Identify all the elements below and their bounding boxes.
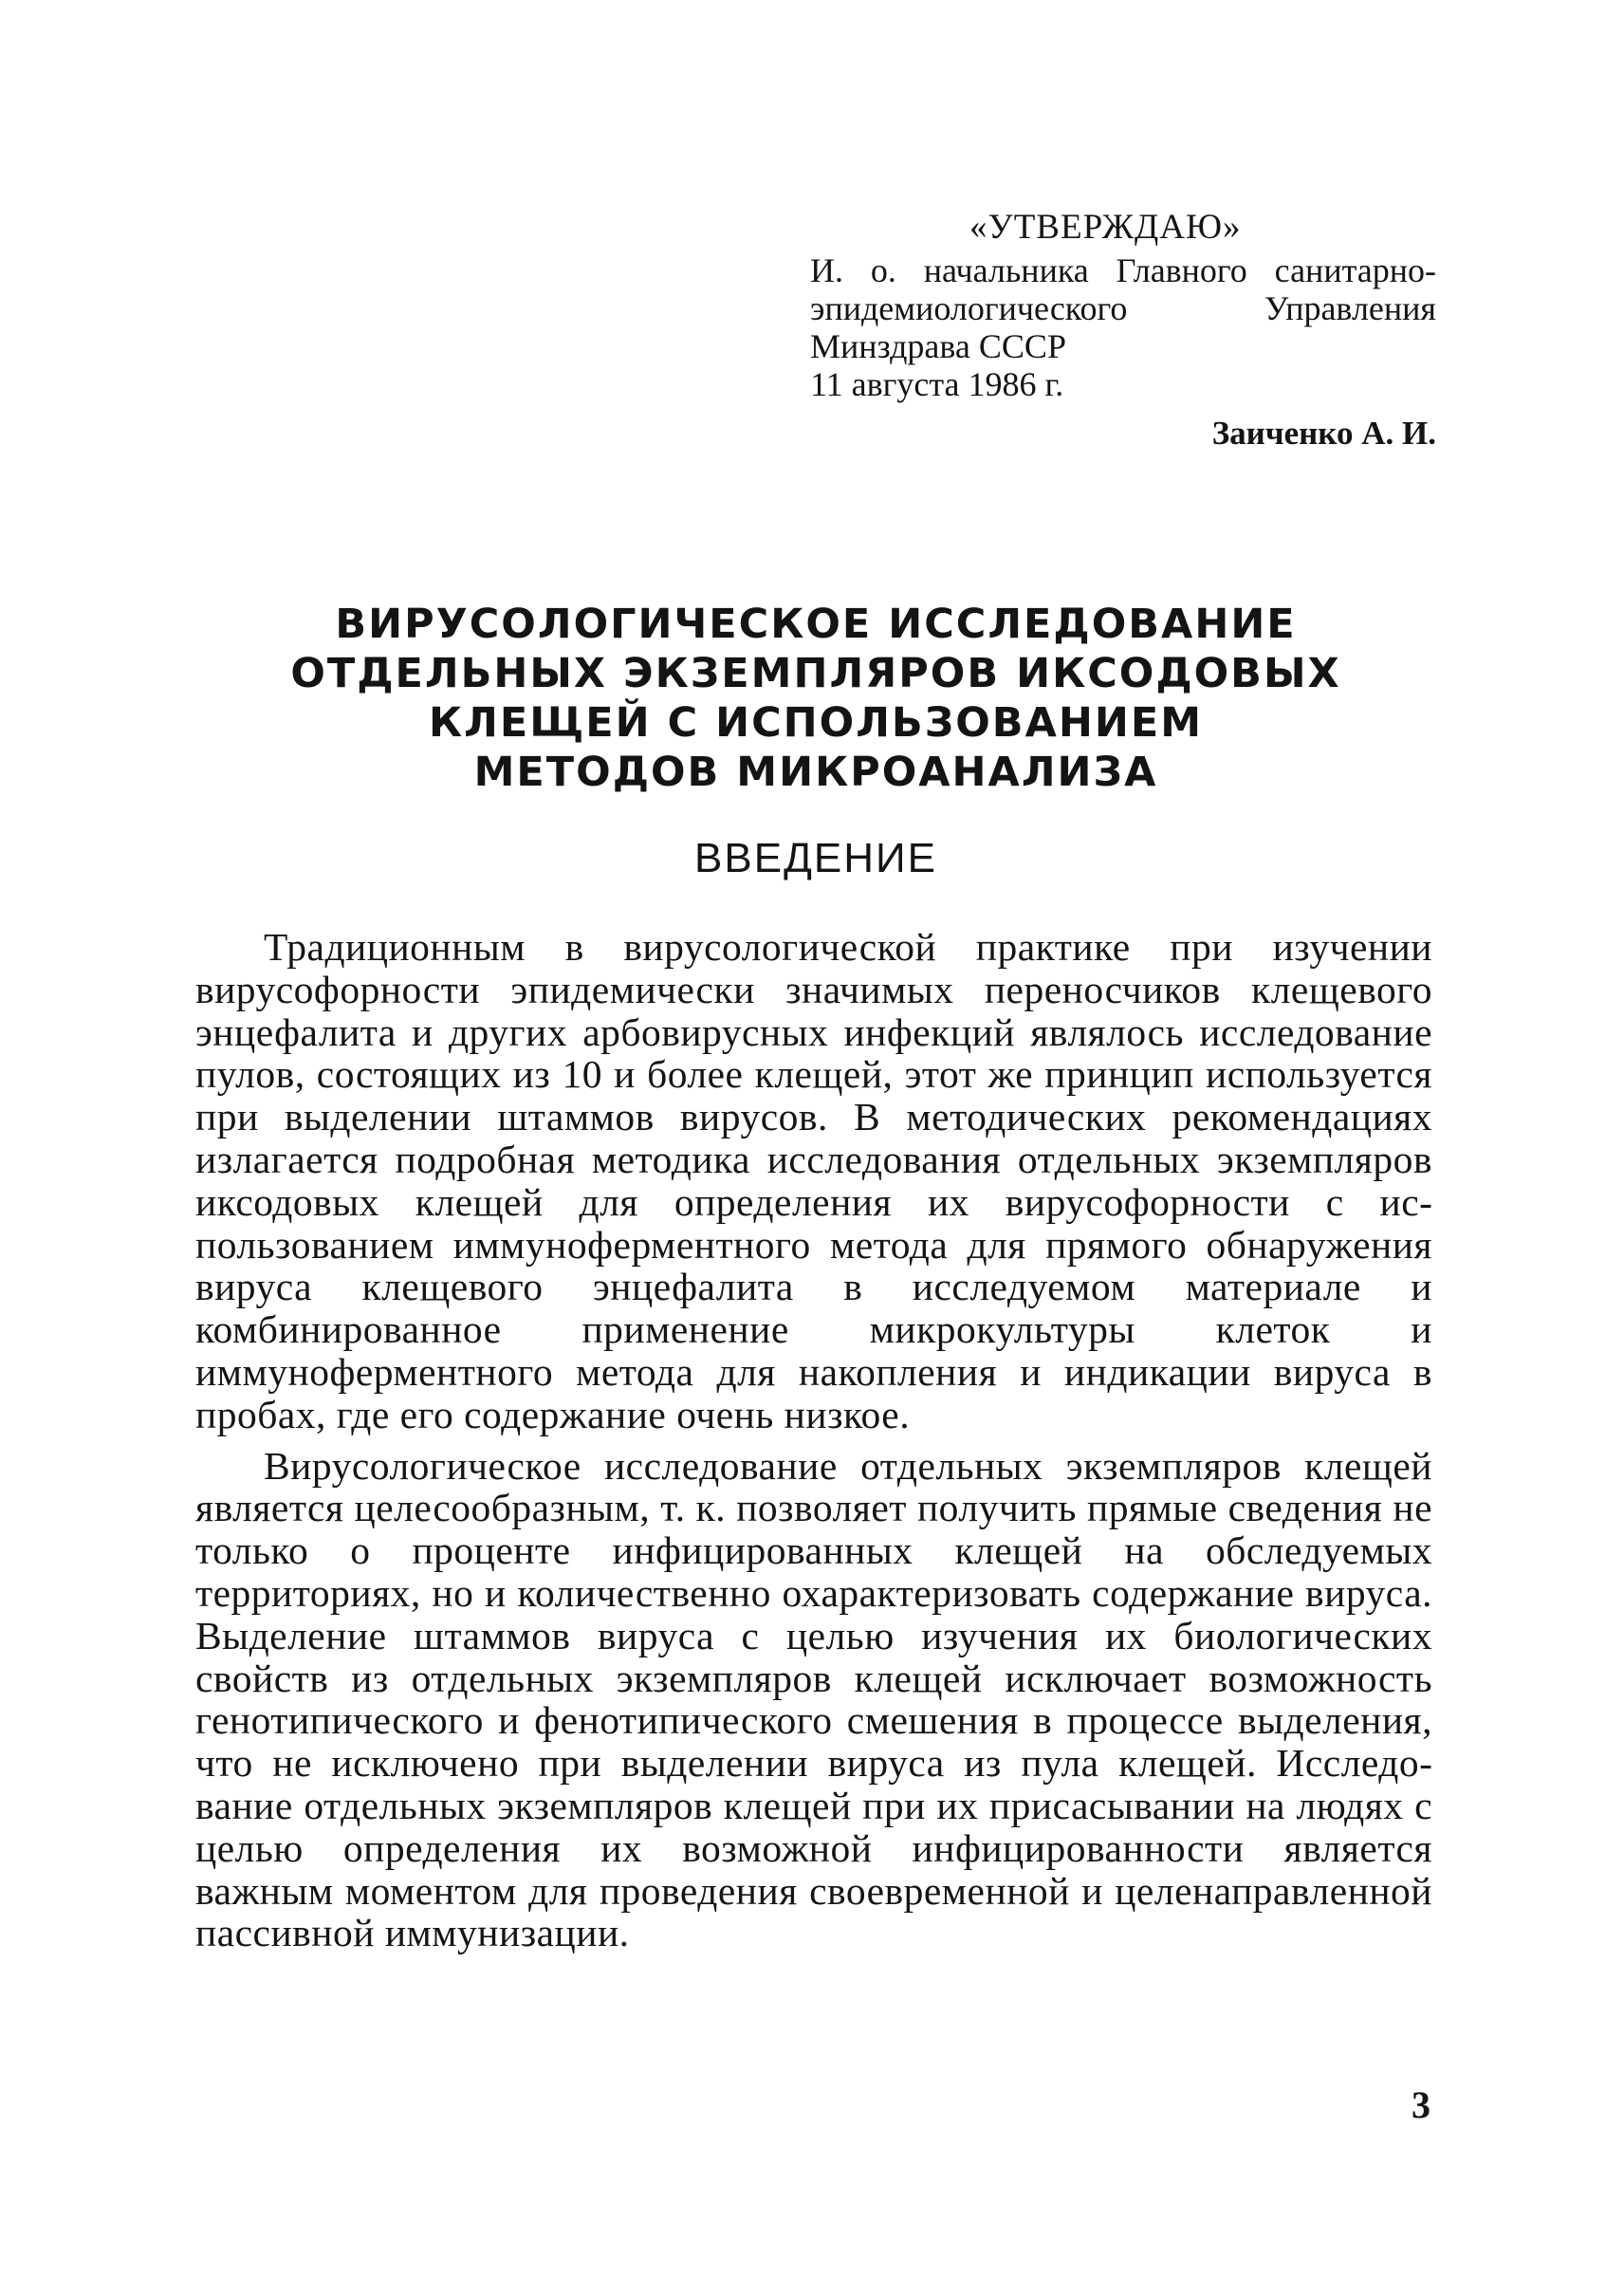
title-line: ОТДЕЛЬНЫХ ЭКЗЕМПЛЯРОВ ИКСОДОВЫХ [290,650,1341,697]
approval-heading: «УТВЕРЖДАЮ» [969,208,1242,247]
title-line: МЕТОДОВ МИКРОАНАЛИЗА [473,749,1158,796]
approval-block [810,207,1436,453]
paragraph-rationale: Вирусологическое исследование отдельных экземпляров клещей является целесообразным, т. к. позволяет получить прямые сведения не только о проценте инфицированных клещей на обследуемых территориях, но и количественно охарактеризовать содержание вируса. Выделение штаммов вируса с целью изучения их биологических свойств из отдельных экземпляров клещей исключает возможность генотипического и фенотипического смешения в процессе выделения, что не исключено при выделении вируса из пула клещей. Исследование отдельных экземпляров клещей при их присасывании на людях с целью определения их возможной инфицированности является важным моментом для проведения своевременной и целенаправленной пассивной иммунизации. [195,1443,1432,1955]
approval-date: 11 августа 1986 г. [810,365,1064,403]
title-line: КЛЕЩЕЙ С ИСПОЛЬЗОВАНИЕМ [429,699,1203,747]
document-title [285,600,1347,797]
page-number: 3 [1412,2083,1430,2126]
title-line: ВИРУСОЛОГИЧЕСКОЕ ИССЛЕДОВАНИЕ [335,601,1297,648]
paragraph-intro: Традиционным в вирусологической практике при изучении вирусофорности эпидемически значимых переносчиков клещевого энцефалита и других арбовирусных инфекций являлось исследование пулов, состоящих из 10 и более клещей, этот же принцип используется при выделении штаммов вирусов. В методических рекомендациях излагается подробная методика исследования отдельных экземпляров иксодовых клещей для определения их вирусофорности с использованием иммуноферментного метода для прямого обнаружения вируса клещевого энцефалита в исследуемом материале и комбинированное применение микрокультуры клеток и иммуноферментного метода для накопления и индикации вируса в пробах, где его содержание очень низкое. [195,925,1432,1436]
body-text [195,926,1432,1963]
approval-position: И. о. начальника Главного санитарно-эпидемиологического Управления Минздрава СССР [810,251,1436,365]
approval-signer: Заиченко А. И. [1211,415,1436,452]
section-heading: ВВЕДЕНИЕ [694,835,937,881]
